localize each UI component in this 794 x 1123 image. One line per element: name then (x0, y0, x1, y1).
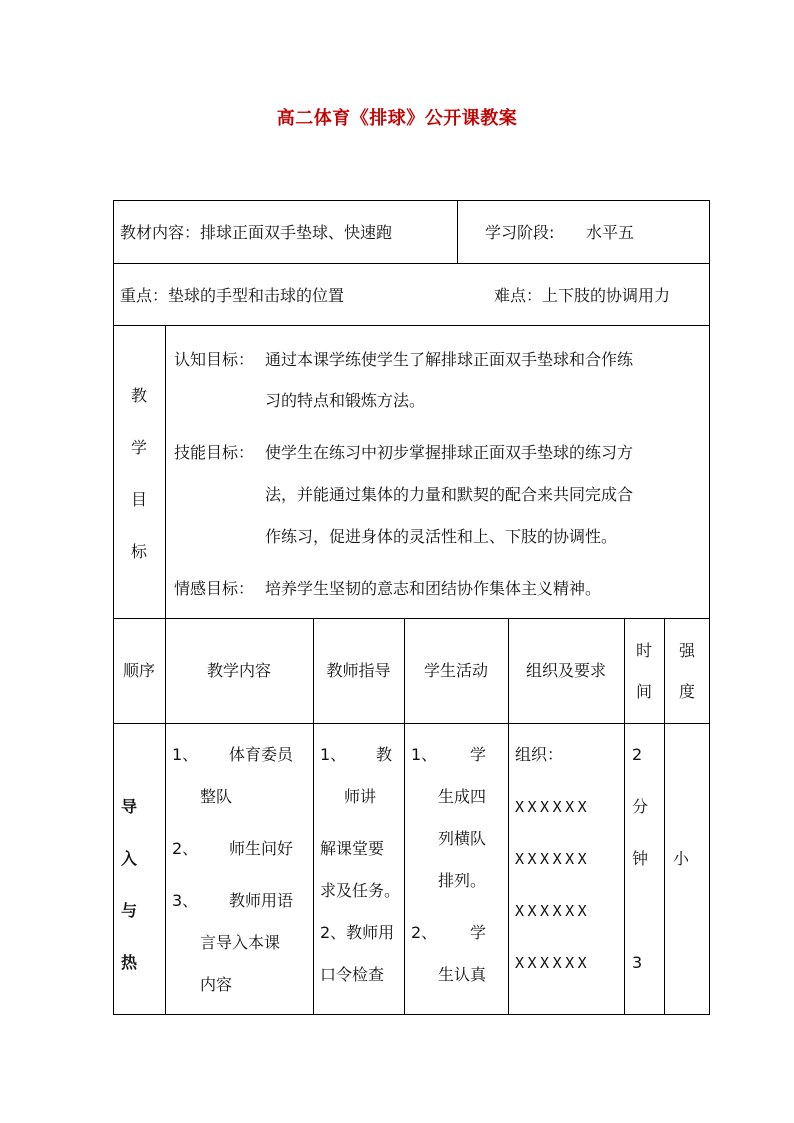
content-line: 1、 (172, 745, 199, 764)
skill-goal-text: 法，并能通过集体的力量和默契的配合来共同完成合 (265, 485, 634, 504)
section-order-label: 与 (121, 901, 138, 920)
section-order-label: 导 (121, 797, 138, 816)
formation-row: XXXXXX (515, 798, 591, 816)
table-rule (457, 200, 458, 263)
content-line: 体育委员 (229, 745, 294, 764)
header-time: 时 (635, 641, 652, 660)
goals-side-label: 教 (131, 386, 148, 405)
student-line: 排列。 (438, 871, 487, 890)
time-value: 3 (632, 953, 643, 972)
goals-side-label: 学 (131, 438, 148, 457)
formation-row: XXXXXX (515, 850, 591, 868)
teacher-line: 求及任务。 (320, 881, 401, 900)
student-line: 生认真 (438, 965, 487, 984)
table-rule (113, 263, 710, 264)
table-rule (113, 723, 710, 724)
content-line: 师生问好 (229, 839, 294, 858)
table-rule (113, 618, 710, 619)
time-value: 分 (632, 797, 649, 816)
content-line: 整队 (200, 787, 233, 806)
student-line: 学 (470, 923, 487, 942)
skill-goal-text: 作练习，促进身体的灵活性和上、下肢的协调性。 (265, 527, 618, 546)
header-teacher: 教师指导 (326, 661, 391, 680)
teacher-line: 口令检查 (320, 965, 385, 984)
teaching-content-label: 教材内容：排球正面双手垫球、快速跑 (120, 223, 393, 242)
header-intensity: 度 (678, 682, 695, 701)
formation-row: XXXXXX (515, 954, 591, 972)
organization-title: 组织： (515, 745, 564, 764)
goals-side-label: 标 (131, 542, 148, 561)
formation-row: XXXXXX (515, 902, 591, 920)
section-order-label: 入 (121, 849, 138, 868)
header-org: 组织及要求 (525, 661, 606, 680)
skill-goal-text: 使学生在练习中初步掌握排球正面双手垫球的练习方 (265, 443, 634, 462)
intensity-value: 小 (673, 849, 690, 868)
content-line: 言导入本课 (200, 933, 281, 952)
difficulty: 难点：上下肢的协调用力 (494, 286, 671, 305)
lesson-plan-table (113, 200, 710, 1015)
goals-side-label: 目 (131, 490, 148, 509)
header-student: 学生活动 (423, 661, 488, 680)
student-line: 1、 (411, 745, 438, 764)
header-content: 教学内容 (206, 661, 271, 680)
emotion-goal-title: 情感目标： (174, 579, 255, 598)
content-line: 教师用语 (229, 891, 294, 910)
table-rule (624, 618, 625, 1015)
teacher-line: 解课堂要 (320, 839, 385, 858)
teacher-line: 2、教师用 (320, 923, 395, 942)
teacher-line: 教 (376, 745, 393, 764)
header-order: 顺序 (122, 661, 155, 680)
header-intensity: 强 (678, 641, 695, 660)
content-line: 内容 (200, 975, 233, 994)
key-point: 重点：垫球的手型和击球的位置 (120, 286, 345, 305)
cognitive-goal-text: 通过本课学练使学生了解排球正面双手垫球和合作练 (265, 350, 634, 369)
student-line: 2、 (411, 923, 438, 942)
teacher-line: 师讲 (344, 787, 377, 806)
teacher-line: 1、 (320, 745, 347, 764)
student-line: 生成四 (438, 787, 487, 806)
student-line: 学 (470, 745, 487, 764)
cognitive-goal-text: 习的特点和锻炼方法。 (265, 391, 426, 410)
page-title: 高二体育《排球》公开课教案 (276, 108, 518, 129)
learning-stage-label: 学习阶段: (485, 223, 555, 242)
time-value: 钟 (632, 849, 649, 868)
section-order-label: 热 (121, 953, 138, 972)
content-line: 2、 (172, 839, 199, 858)
learning-stage-value: 水平五 (586, 223, 635, 242)
table-rule (113, 325, 710, 326)
student-line: 列横队 (438, 829, 487, 848)
emotion-goal-text: 培养学生坚韧的意志和团结协作集体主义精神。 (265, 579, 602, 598)
cognitive-goal-title: 认知目标： (174, 350, 255, 369)
skill-goal-title: 技能目标： (174, 443, 255, 462)
content-line: 3、 (172, 891, 199, 910)
header-time: 间 (635, 682, 652, 701)
time-value: 2 (632, 745, 643, 764)
table-rule (664, 618, 665, 1015)
